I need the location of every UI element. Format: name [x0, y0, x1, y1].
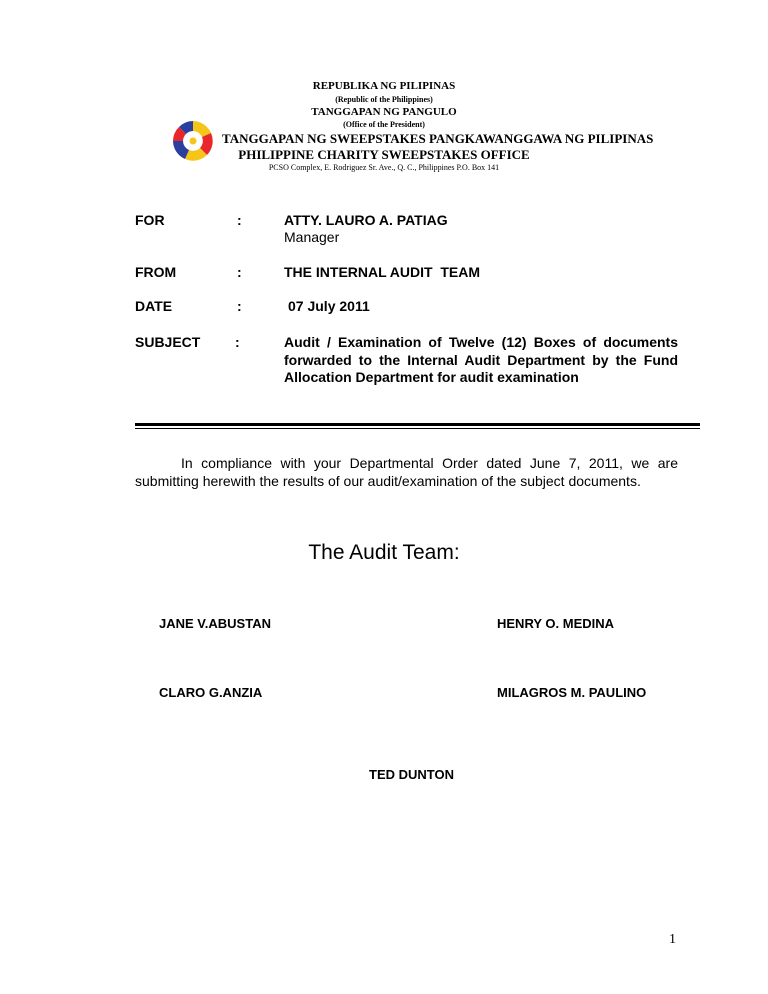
date-value: 07 July 2011: [288, 298, 370, 314]
subject-value: Audit / Examination of Twelve (12) Boxes of documents forwarded to the Internal Audit Department by the Fund Allocation Department for audit examination: [284, 334, 678, 385]
header-divider-thick: [135, 423, 700, 426]
date-colon: :: [237, 298, 242, 314]
team-member: CLARO G.ANZIA: [159, 685, 263, 700]
from-value: THE INTERNAL AUDIT TEAM: [284, 264, 480, 280]
body-paragraph-text: In compliance with your Departmental Order dated June 7, 2011, we are submitting herewith the results of our audit/examination of the subject documents.: [135, 455, 678, 489]
body-paragraph: [135, 455, 678, 490]
audit-team-title: The Audit Team:: [308, 541, 460, 564]
letterhead-address: PCSO Complex, E. Rodriguez Sr. Ave., Q. C., Philippines P.O. Box 141: [268, 163, 500, 172]
letterhead-republic: REPUBLIKA NG PILIPINAS: [312, 80, 456, 92]
team-member: HENRY O. MEDINA: [497, 616, 615, 631]
team-member: JANE V.ABUSTAN: [159, 616, 271, 631]
for-subvalue: Manager: [284, 229, 340, 245]
header-divider-thin: [135, 428, 700, 429]
letterhead-office: TANGGAPAN NG PANGULO: [311, 106, 457, 118]
date-label: DATE: [135, 298, 173, 314]
team-member: TED DUNTON: [369, 767, 454, 782]
team-member: MILAGROS M. PAULINO: [497, 685, 647, 700]
for-value: ATTY. LAURO A. PATIAG: [284, 212, 448, 228]
page-number: 1: [669, 932, 676, 947]
for-label: FOR: [135, 212, 165, 228]
subject-label: SUBJECT: [135, 334, 201, 350]
letterhead-agency-english: PHILIPPINE CHARITY SWEEPSTAKES OFFICE: [238, 147, 530, 162]
letterhead-republic-english: (Republic of the Philippines): [335, 95, 433, 104]
for-colon: :: [237, 212, 242, 228]
subject-colon: :: [235, 334, 240, 350]
from-colon: :: [237, 264, 242, 280]
from-label: FROM: [135, 264, 177, 280]
letterhead-office-english: (Office of the President): [343, 120, 425, 129]
letterhead-agency-filipino: TANGGAPAN NG SWEEPSTAKES PANGKAWANGGAWA NG PILIPINAS: [222, 131, 654, 146]
